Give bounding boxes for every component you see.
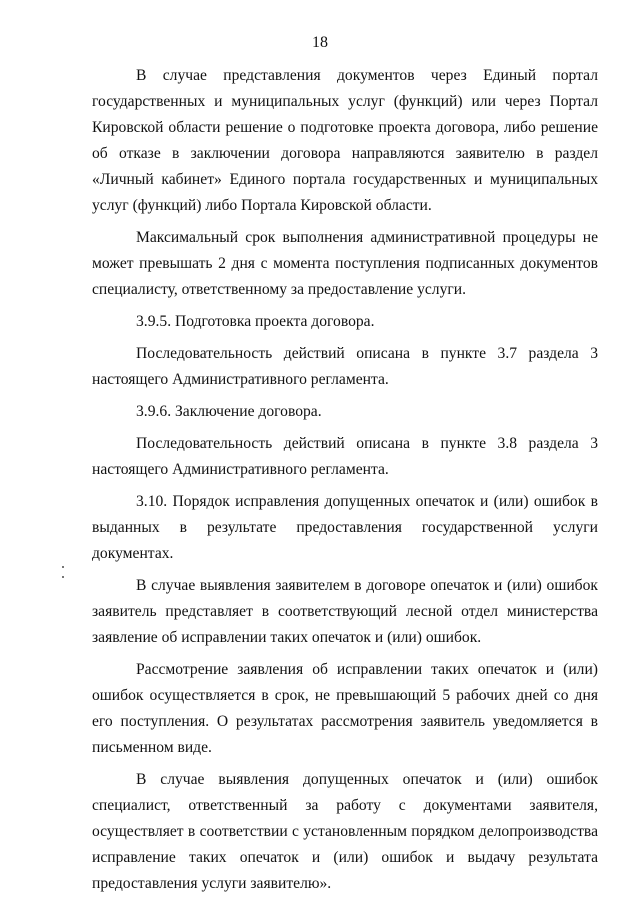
paragraph-review-term: Рассмотрение заявления об исправлении таких опечаток и (или) ошибок осуществляется в срок, не превышающий 5 рабочих дней со дня его поступления. О результатах рассмотрения заявитель уведомляется в письменном виде. xyxy=(92,661,598,756)
paragraph-3-9-5-heading: 3.9.5. Подготовка проекта договора. xyxy=(136,313,375,330)
paragraph-portal-decision: В случае представления документов через Единый портал государственных и муниципальных услуг (функций) или через Портал Кировской области решение о подготовке проекта договора, либо решение об отказе в заключении договора направляются заявителю в раздел «Личный кабинет» Единого портала государственных и муниципальных услуг (функций) либо Портала Кировской области. xyxy=(92,67,598,214)
paragraph-3-10-heading: 3.10. Порядок исправления допущенных опечаток и (или) ошибок в выданных в результате предоставления государственной услуги документах. xyxy=(92,493,598,562)
paragraph-3-9-6-text: Последовательность действий описана в пункте 3.8 раздела 3 настоящего Административного регламента. xyxy=(92,435,598,478)
paragraph-3-9-6-heading: 3.9.6. Заключение договора. xyxy=(136,403,322,420)
paragraph-3-9-5-text: Последовательность действий описана в пункте 3.7 раздела 3 настоящего Административного регламента. xyxy=(92,345,598,388)
scan-speck xyxy=(62,566,64,568)
document-body xyxy=(92,63,598,903)
paragraph-max-term: Максимальный срок выполнения административной процедуры не может превышать 2 дня с момента поступления подписанных документов специалисту, ответственному за предоставление услуги. xyxy=(92,229,598,298)
paragraph-typo-by-applicant: В случае выявления заявителем в договоре опечаток и (или) ошибок заявитель представляет в соответствующий лесной отдел министерства заявление об исправлении таких опечаток и (или) ошибок. xyxy=(92,577,598,646)
page-number: 18 xyxy=(312,34,328,51)
paragraph-typo-by-specialist: В случае выявления допущенных опечаток и (или) ошибок специалист, ответственный за работу с документами заявителя, осуществляет в соответствии с установленным порядком делопроизводства исправление таких опечаток и (или) ошибок и выдачу результата предоставления услуги заявителю». xyxy=(92,771,598,892)
scan-speck xyxy=(62,576,64,578)
